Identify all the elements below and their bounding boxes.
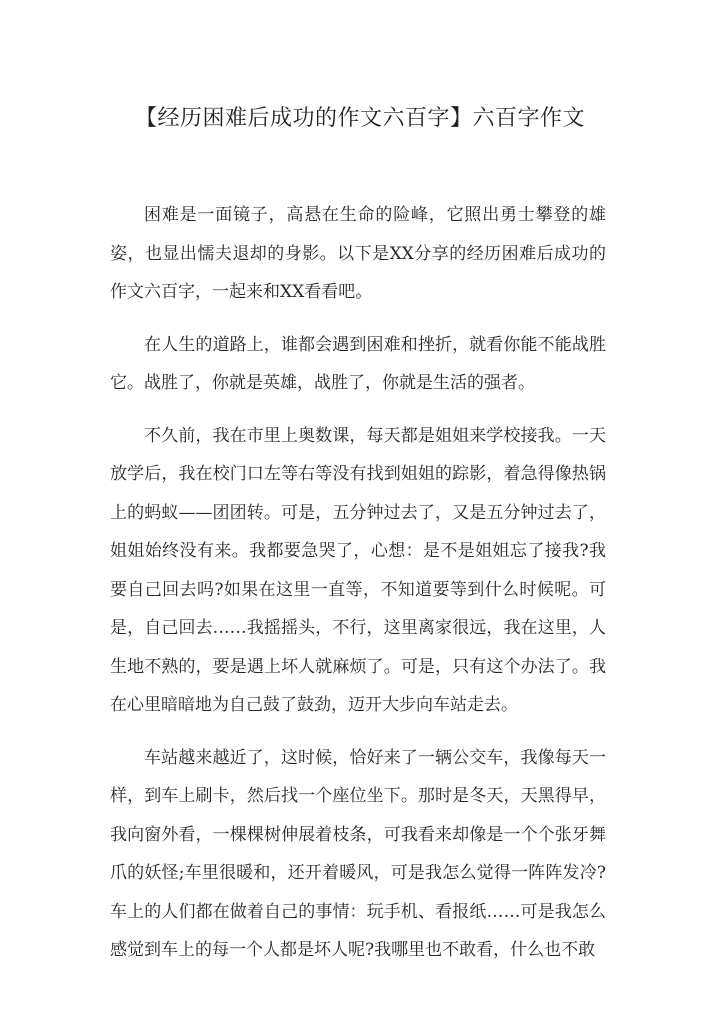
document-body	[110, 196, 606, 984]
paragraph-waiting: 不久前，我在市里上奥数课，每天都是姐姐来学校接我。一天放学后，我在校门口左等右等没有找到姐姐的踪影，着急得像热锅上的蚂蚁——团团转。可是，五分钟过去了，又是五分钟过去了，姐姐始终没有来。我都要急哭了，心想：是不是姐姐忘了接我?我要自己回去吗?如果在这里一直等，不知道要等到什么时候呢。可是，自己回去……我摇摇头，不行，这里离家很远，我在这里，人生地不熟的，要是遇上坏人就麻烦了。可是，只有这个办法了。我在心里暗暗地为自己鼓了鼓劲，迈开大步向车站走去。	[110, 425, 606, 715]
paragraph-life-road: 在人生的道路上，谁都会遇到困难和挫折，就看你能不能战胜它。战胜了，你就是英雄，战胜了，你就是生活的强者。	[110, 334, 606, 393]
paragraph-bus: 车站越来越近了，这时候，恰好来了一辆公交车，我像每天一样，到车上刷卡，然后找一个座位坐下。那时是冬天，天黑得早，我向窗外看，一棵棵树伸展着枝条，可我看来却像是一个个张牙舞爪的妖怪;车里很暖和，还开着暖风，可是我怎么觉得一阵阵发冷?车上的人们都在做着自己的事情：玩手机、看报纸……可是我怎么感觉到车上的每一个人都是坏人呢?我哪里也不敢看，什么也不敢	[110, 747, 606, 960]
paragraph-intro: 困难是一面镜子，高悬在生命的险峰，它照出勇士攀登的雄姿，也显出懦夫退却的身影。以下是XX分享的经历困难后成功的作文六百字，一起来和XX看看吧。	[110, 205, 606, 302]
document-title: 【经历困难后成功的作文六百字】六百字作文	[134, 106, 585, 131]
